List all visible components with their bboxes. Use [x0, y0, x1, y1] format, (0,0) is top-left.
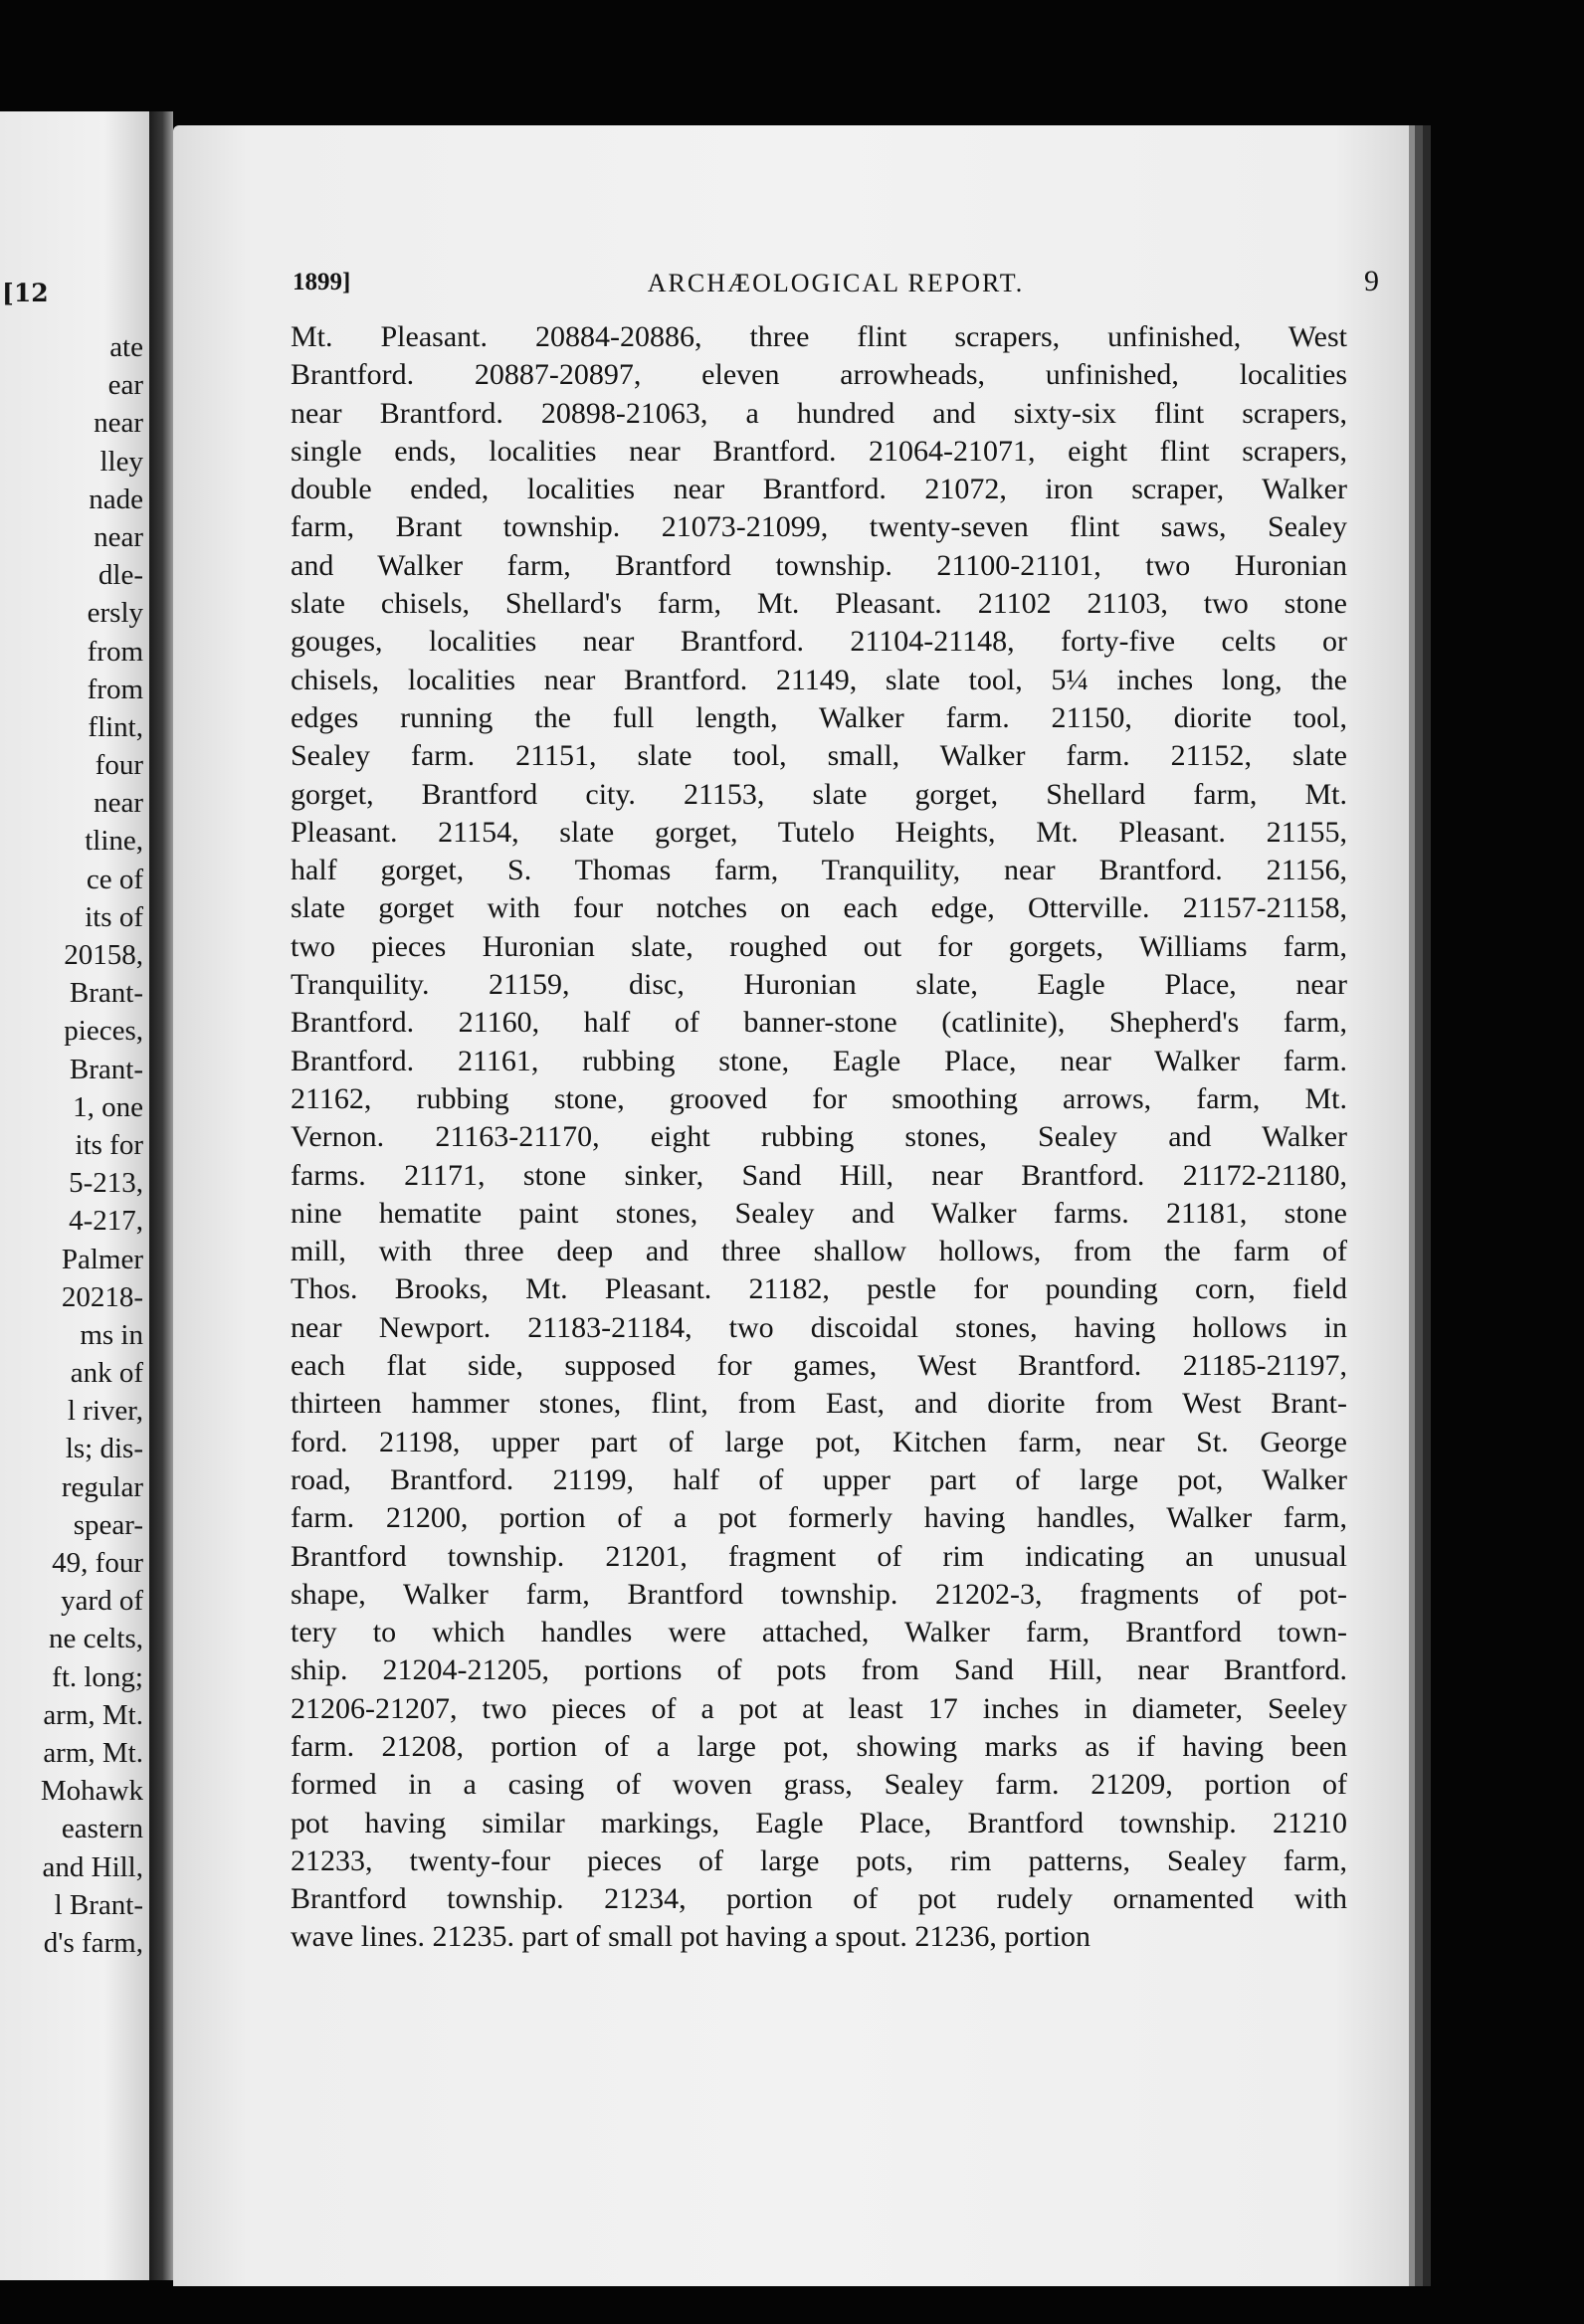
left-page-line: its for: [75, 1128, 143, 1161]
left-page-line: from: [87, 673, 143, 705]
text-line: gouges, localities near Brantford. 21104-21148, forty-five celts or: [291, 625, 1347, 659]
left-page-line: Brant-: [69, 1053, 143, 1085]
text-line: slate gorget with four notches on each edge, Otterville. 21157-21158,: [291, 891, 1347, 925]
text-line: double ended, localities near Brantford. 21072, iron scraper, Walker: [291, 473, 1347, 506]
left-page-line: dle-: [98, 559, 143, 592]
left-page-line: ft. long;: [52, 1660, 143, 1693]
left-page-line: near: [94, 407, 143, 440]
text-line: tery to which handles were attached, Walker farm, Brantford town-: [291, 1616, 1347, 1649]
left-page-line: Brant-: [69, 977, 143, 1010]
left-page-line: d's farm,: [43, 1926, 143, 1959]
text-line: formed in a casing of woven grass, Sealey farm. 21209, portion of: [291, 1768, 1347, 1802]
text-line: ford. 21198, upper part of large pot, Kitchen farm, near St. George: [291, 1425, 1347, 1458]
text-line: Mt. Pleasant. 20884-20886, three flint scrapers, unfinished, West: [291, 320, 1347, 353]
left-page-line: 49, four: [52, 1547, 143, 1579]
text-line: farm. 21200, portion of a pot formerly having handles, Walker farm,: [291, 1501, 1347, 1535]
left-page-line: and Hill,: [42, 1850, 143, 1883]
running-header: [293, 265, 1379, 304]
text-line: nine hematite paint stones, Sealey and Walker farms. 21181, stone: [291, 1196, 1347, 1230]
left-page-line: four: [95, 749, 143, 782]
text-line: Brantford. 21161, rubbing stone, Eagle Place, near Walker farm.: [291, 1044, 1347, 1077]
left-page-line: yard of: [61, 1585, 143, 1618]
left-page-line: Palmer: [61, 1243, 143, 1275]
header-year: 1899]: [293, 269, 351, 295]
text-line: Brantford. 20887-20897, eleven arrowheads, unfinished, localities: [291, 358, 1347, 392]
left-page-line: 20158,: [64, 939, 143, 971]
left-page-line: lley: [99, 445, 143, 478]
left-facing-page: [0, 111, 149, 2280]
left-page-line: ate: [109, 331, 143, 363]
text-line: half gorget, S. Thomas farm, Tranquility, near Brantford. 21156,: [291, 854, 1347, 887]
text-line: and Walker farm, Brantford township. 21100-21101, two Huronian: [291, 548, 1347, 582]
text-line: shape, Walker farm, Brantford township. 21202-3, fragments of pot-: [291, 1577, 1347, 1611]
left-page-line: nade: [89, 483, 143, 515]
left-page-line: 20218-: [61, 1280, 143, 1313]
text-line: 21206-21207, two pieces of a pot at least 17 inches in diameter, Seeley: [291, 1691, 1347, 1725]
left-page-line: ersly: [87, 597, 143, 630]
text-line: chisels, localities near Brantford. 21149, slate tool, 5¼ inches long, the: [291, 663, 1347, 696]
body-text: [291, 318, 1347, 1957]
text-line: mill, with three deep and three shallow hollows, from the farm of: [291, 1235, 1347, 1268]
text-line: 21233, twenty-four pieces of large pots, rim patterns, Sealey farm,: [291, 1843, 1347, 1877]
left-page-line: arm, Mt.: [43, 1736, 143, 1769]
text-line: thirteen hammer stones, flint, from East, and diorite from West Brant-: [291, 1387, 1347, 1421]
text-line: farm. 21208, portion of a large pot, showing marks as if having been: [291, 1729, 1347, 1763]
left-page-line: 1, one: [73, 1090, 143, 1123]
text-line: Sealey farm. 21151, slate tool, small, Walker farm. 21152, slate: [291, 739, 1347, 773]
text-line: slate chisels, Shellard's farm, Mt. Pleasant. 21102 21103, two stone: [291, 587, 1347, 621]
text-line: farm, Brant township. 21073-21099, twenty-seven flint saws, Sealey: [291, 510, 1347, 544]
left-page-line: ms in: [80, 1318, 143, 1351]
text-line: pot having similar markings, Eagle Place, Brantford township. 21210: [291, 1806, 1347, 1840]
left-page-line: arm, Mt.: [43, 1698, 143, 1731]
text-line: Brantford township. 21201, fragment of rim indicating an unusual: [291, 1539, 1347, 1573]
text-line: Brantford township. 21234, portion of pot rudely ornamented with: [291, 1882, 1347, 1916]
left-page-text: [0, 328, 143, 1962]
left-page-line: tline,: [85, 825, 143, 858]
text-line: 21162, rubbing stone, grooved for smoothing arrows, farm, Mt.: [291, 1081, 1347, 1115]
right-page: [173, 125, 1409, 2286]
text-line: gorget, Brantford city. 21153, slate gorget, Shellard farm, Mt.: [291, 777, 1347, 811]
left-page-line: ne celts,: [48, 1623, 143, 1655]
text-line: near Brantford. 20898-21063, a hundred and sixty-six flint scrapers,: [291, 396, 1347, 430]
left-page-line: near: [94, 787, 143, 820]
left-page-line: from: [87, 635, 143, 668]
left-page-line: 4-217,: [69, 1205, 143, 1238]
left-page-line: Mohawk: [40, 1775, 143, 1808]
left-page-line: flint,: [88, 710, 143, 743]
book-gutter: [149, 111, 173, 2280]
text-line: two pieces Huronian slate, roughed out for gorgets, Williams farm,: [291, 929, 1347, 963]
text-line: edges running the full length, Walker farm. 21150, diorite tool,: [291, 700, 1347, 734]
left-page-line: l river,: [67, 1395, 143, 1428]
text-line: Pleasant. 21154, slate gorget, Tutelo Heights, Mt. Pleasant. 21155,: [291, 815, 1347, 849]
text-line: Brantford. 21160, half of banner-stone (catlinite), Shepherd's farm,: [291, 1006, 1347, 1040]
text-line: Tranquility. 21159, disc, Huronian slate, Eagle Place, near: [291, 968, 1347, 1002]
text-line: farms. 21171, stone sinker, Sand Hill, near Brantford. 21172-21180,: [291, 1158, 1347, 1192]
text-line: single ends, localities near Brantford. 21064-21071, eight flint scrapers,: [291, 434, 1347, 468]
left-page-line: eastern: [61, 1813, 143, 1845]
text-line: road, Brantford. 21199, half of upper part of large pot, Walker: [291, 1462, 1347, 1496]
header-title: ARCHÆOLOGICAL REPORT.: [647, 269, 1025, 297]
text-line: each flat side, supposed for games, West Brantford. 21185-21197,: [291, 1349, 1347, 1383]
page-number: 9: [1364, 265, 1379, 297]
left-page-line: ls; dis-: [65, 1433, 143, 1465]
text-line: Vernon. 21163-21170, eight rubbing stones, Sealey and Walker: [291, 1120, 1347, 1154]
text-line: Thos. Brooks, Mt. Pleasant. 21182, pestle for pounding corn, field: [291, 1272, 1347, 1306]
left-page-line: spear-: [73, 1508, 143, 1541]
text-line: near Newport. 21183-21184, two discoidal stones, having hollows in: [291, 1310, 1347, 1344]
left-page-number: [12: [2, 279, 49, 307]
left-page-line: l Brant-: [54, 1888, 143, 1921]
left-page-line: pieces,: [64, 1015, 143, 1048]
text-line: ship. 21204-21205, portions of pots from Sand Hill, near Brantford.: [291, 1653, 1347, 1687]
left-page-line: ce of: [86, 863, 143, 895]
left-page-line: ear: [107, 369, 143, 402]
left-page-line: its of: [85, 900, 143, 933]
text-line: wave lines. 21235. part of small pot having a spout. 21236, portion: [291, 1920, 1091, 1954]
left-page-line: near: [94, 520, 143, 553]
left-page-line: 5-213,: [69, 1167, 143, 1200]
left-page-line: regular: [61, 1470, 143, 1503]
left-page-line: ank of: [70, 1357, 143, 1390]
